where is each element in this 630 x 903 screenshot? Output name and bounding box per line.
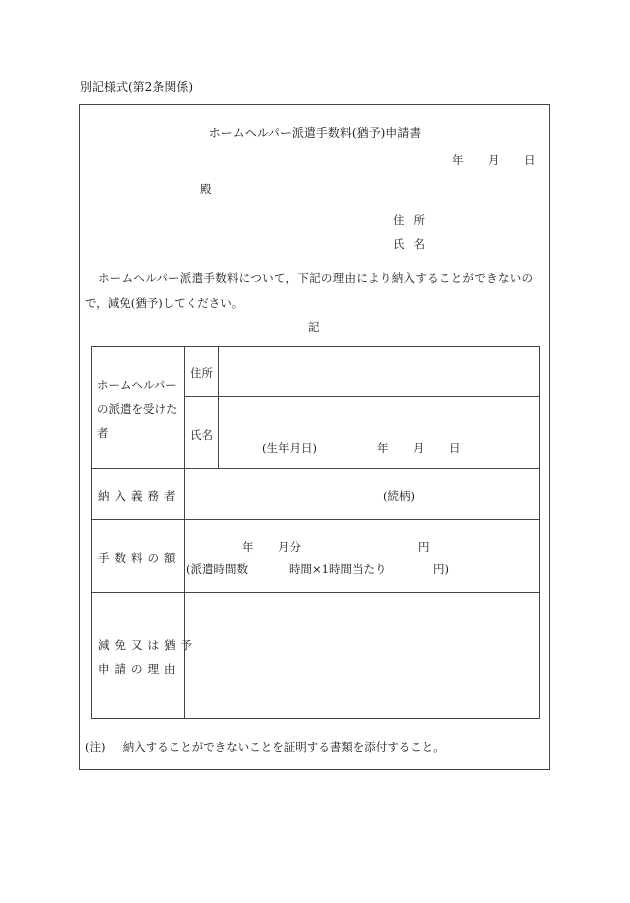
date-month-label: 月 — [488, 153, 500, 167]
rate-yen-label: 円) — [433, 562, 449, 576]
request-text-line2: で，減免(猶予)してください。 — [85, 296, 244, 310]
footnote-marker: (注) — [85, 740, 106, 754]
birth-month-label: 月 — [413, 441, 425, 455]
payer-label: 納入義務者 — [98, 489, 181, 503]
applicant-address-label: 住所 — [393, 213, 434, 227]
reason-field[interactable] — [186, 594, 538, 718]
row-divider — [184, 396, 540, 397]
recipient-address-label: 住所 — [190, 366, 213, 380]
form-title: ホームヘルパー派遣手数料(猶予)申請書 — [208, 126, 422, 140]
footnote — [85, 739, 445, 755]
application-table — [91, 346, 540, 719]
hours-times-rate-label: 時間×1時間当たり — [289, 562, 387, 576]
column-divider — [184, 347, 185, 719]
payer-field[interactable] — [186, 470, 538, 518]
applicant-name-label: 氏名 — [393, 237, 434, 251]
fee-amount-label: 手数料の額 — [98, 551, 181, 565]
recipient-name-field[interactable] — [220, 398, 538, 467]
recipient-header-line3: 者 — [97, 426, 109, 440]
reason-label-line1: 減免又は猶予 — [98, 638, 197, 652]
birth-day-label: 日 — [449, 441, 461, 455]
recipient-header-line1: ホームヘルパー — [97, 378, 177, 392]
recipient-address-field[interactable] — [220, 348, 538, 395]
dispatch-hours-label: (派遣時間数 — [186, 562, 248, 576]
recipient-name-label: 氏名 — [190, 428, 213, 442]
date-year-label: 年 — [452, 153, 464, 167]
fee-yen-label: 円 — [418, 540, 430, 554]
footnote-text: 納入することができないことを証明する書類を添付すること。 — [122, 740, 445, 754]
birthdate-label: (生年月日) — [262, 441, 317, 455]
addressee-honorific: 殿 — [200, 182, 212, 196]
recipient-header-line2: の派遣を受けた — [97, 402, 178, 416]
fee-year-label: 年 — [242, 540, 254, 554]
reason-label-line2: 申請の理由 — [98, 662, 181, 676]
ki-heading: 記 — [308, 320, 320, 334]
fee-amount-field[interactable] — [186, 521, 538, 591]
birth-year-label: 年 — [377, 441, 389, 455]
fee-month-portion-label: 月分 — [278, 540, 301, 554]
column-divider — [218, 347, 219, 468]
request-text-line1: ホームヘルパー派遣手数料について，下記の理由により納入することができないの — [98, 271, 534, 285]
row-divider — [92, 519, 540, 520]
row-divider — [92, 592, 540, 593]
date-day-label: 日 — [524, 153, 536, 167]
relationship-label: (続柄) — [383, 489, 415, 503]
row-divider — [92, 468, 540, 469]
form-caption: 別記様式(第2条関係) — [80, 80, 193, 94]
